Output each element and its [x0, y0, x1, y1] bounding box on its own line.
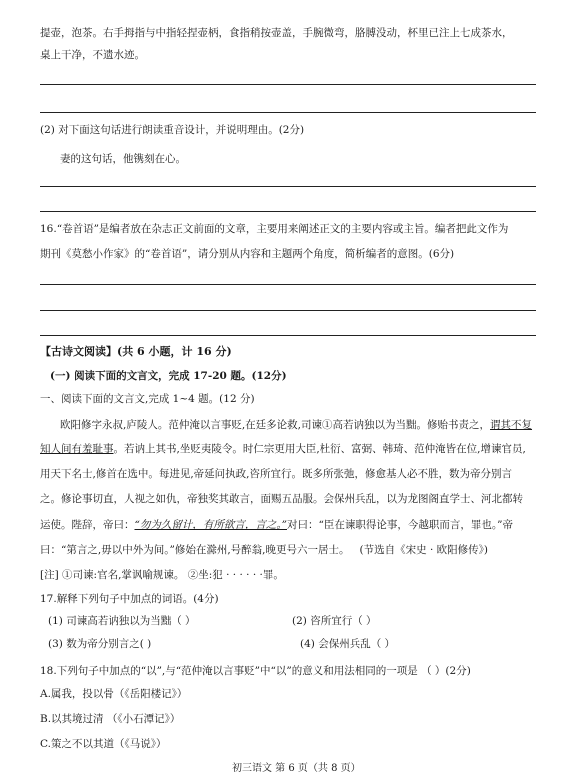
q18-option-b: B.以其境过清 （《小石潭记》）: [40, 713, 181, 725]
q18-stem: 18.下列句子中加点的“以”,与“范仲淹以言事贬”中“以”的意义和用法相同的一项是 （ ）(2分): [40, 665, 471, 677]
passage-line5: 运使。陛辞，帝曰：“勿为久留计，有所欲言，言之。”对曰：“臣在谏职得论事，今越职而言，罪也。”帝: [40, 519, 513, 531]
answer-line[interactable]: [40, 310, 536, 311]
source-citation: (节选自《宋史 · 欧阳修传》): [359, 544, 488, 556]
q16-line1: 16.“卷首语”是编者放在杂志正文前面的文章，主要用来阐述正文的主要内容或主旨。编者把此文作为: [40, 223, 509, 235]
q2-stem: (2) 对下面这句话进行朗读重音设计，并说明理由。(2分): [40, 124, 305, 136]
prev-text-line2: 桌上干净，不遗水迹。: [40, 49, 145, 61]
q18-option-c: C.策之不以其道（《马说》）: [40, 738, 167, 750]
q2-sentence: 妻的这句话，他镌刻在心。: [60, 153, 186, 165]
q18-option-a: A.属我，投以骨（《岳阳楼记》）: [40, 688, 188, 700]
footnotes: [注] ①司谏:官名,掌讽喻规谏。 ②坐:犯 · · · · · ·罪。: [40, 569, 284, 581]
passage-line1: 欧阳修字永叔,庐陵人。范仲淹以言事贬,在廷多论救,司谏①高若讷独以为当黜。修贻书责之，谓其不复: [60, 419, 533, 431]
q17-stem: 17.解释下列句子中加点的词语。(4分): [40, 593, 219, 605]
q17-item1: (1) 司谏高若讷独以为当黜（ ）: [48, 615, 196, 627]
passage-line2: 知人间有羞耻事。若讷上其书,坐贬夷陵令。时仁宗更用大臣,杜衍、富弼、韩琦、范仲淹皆在位,增谏官员,: [40, 443, 526, 455]
q17-item3: (3) 数为帝分别言之( ): [48, 638, 152, 650]
page-footer: 初三语文 第 6 页（共 8 页）: [232, 763, 361, 774]
passage-line3: 用天下名士,修首在选中。每进见,帝延问执政,咨所宜行。既多所张弛，修愈基人必不胜，数为帝分别言: [40, 468, 513, 480]
answer-line[interactable]: [40, 112, 536, 113]
q16-line2: 期刊《莫愁小作家》的“卷首语”，请分别从内容和主题两个角度，简析编者的意图。(6分): [40, 248, 455, 260]
q17-item4: (4) 会保州兵乱（ ）: [300, 638, 396, 650]
passage-line4: 之。修论事切直，人视之如仇，帝独奖其敢言，面赐五品服。会保州兵乱，以为龙图阁直学士、河北都转: [40, 493, 523, 505]
section-instruction: 一、阅读下面的文言文,完成 1~4 题。(12 分): [40, 393, 255, 405]
q17-item2: (2) 咨所宜行（ ）: [292, 615, 377, 627]
answer-line[interactable]: [40, 335, 536, 336]
prev-text-line1: 提壶，泡茶。右手拇指与中指轻捏壶柄，食指稍按壶盖，手腕微弯，胳膊没动，杯里已注上七成茶水，: [40, 27, 513, 39]
section-subtitle: (一) 阅读下面的文言文，完成 17-20 题。(12分): [50, 370, 287, 382]
answer-line[interactable]: [40, 84, 536, 85]
answer-line[interactable]: [40, 211, 536, 212]
answer-line[interactable]: [40, 186, 536, 187]
passage-line6: 曰：“第言之,毋以中外为间。”修始在滁州,号醉翁,晚更号六一居士。 (节选自《宋史 · 欧阳修传》): [40, 544, 488, 556]
answer-line[interactable]: [40, 284, 536, 285]
section-title: 【古诗文阅读】(共 6 小题，计 16 分): [40, 345, 232, 358]
